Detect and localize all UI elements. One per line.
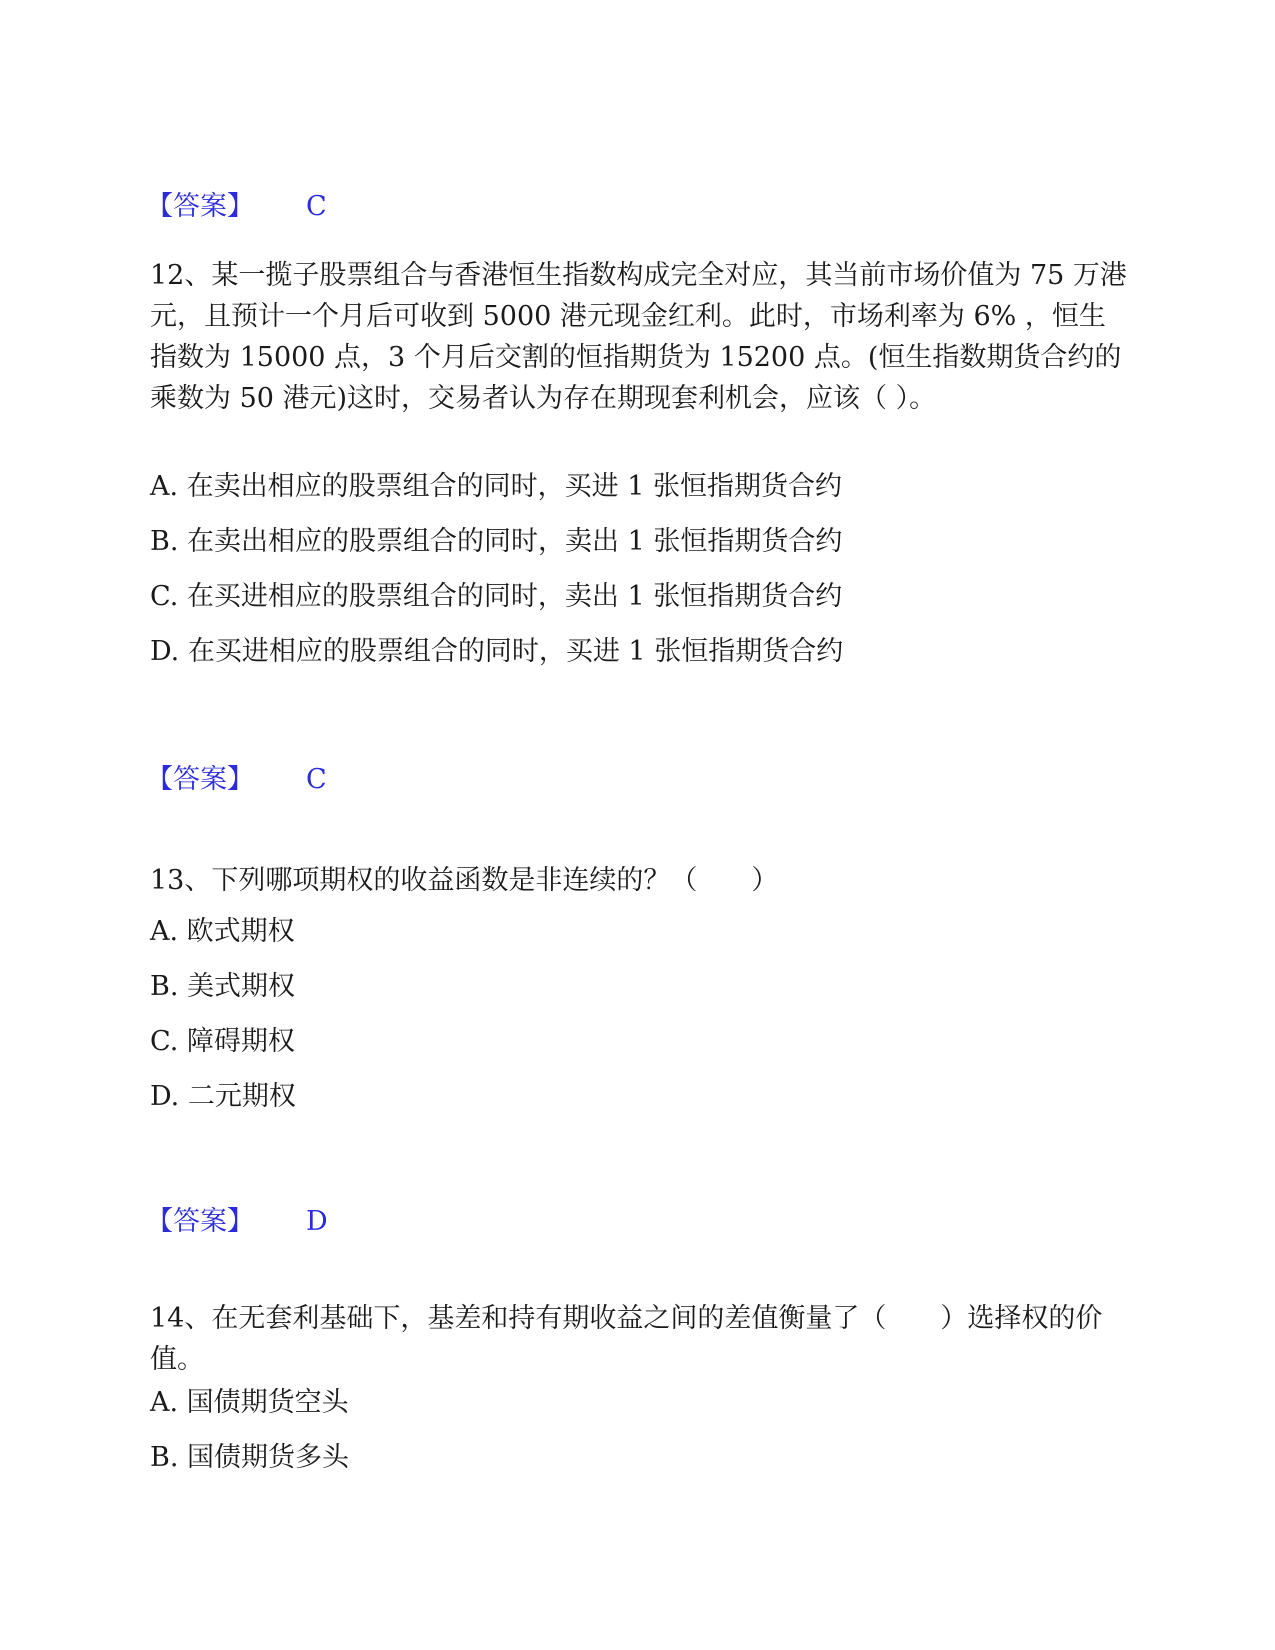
option-d: D. 二元期权: [150, 1081, 296, 1112]
answer-line: [146, 763, 327, 797]
answer-value: C: [306, 764, 327, 795]
question-text: 12、某一揽子股票组合与香港恒生指数构成完全对应，其当前市场价值为 75 万港元，且预计一个月后可收到 5000 港元现金红利。此时，市场利率为 6% ，恒生指数为 15000 点，3 个月后交割的恒指期货为 15200 点。(恒生指数期货合约的乘数为 50 港元)这时，交易者认为存在期现套利机会，应该（ ）。: [150, 260, 1127, 414]
option-a: A. 在卖出相应的股票组合的同时，买进 1 张恒指期货合约: [150, 471, 843, 502]
option-d: D. 在买进相应的股票组合的同时，买进 1 张恒指期货合约: [150, 636, 844, 667]
option-b: B. 国债期货多头: [150, 1442, 350, 1473]
answer-label: 【答案】: [146, 191, 254, 222]
answer-line: [146, 190, 327, 224]
option-a: A. 国债期货空头: [150, 1387, 349, 1418]
option-b: B. 美式期权: [150, 971, 296, 1002]
question-text: 14、在无套利基础下，基差和持有期收益之间的差值衡量了（ ）选择权的价值。: [150, 1303, 1103, 1375]
question-text: 13、下列哪项期权的收益函数是非连续的？（ ）: [150, 865, 779, 896]
option-c: C. 障碍期权: [150, 1026, 295, 1057]
answer-line: [146, 1205, 328, 1239]
option-a: A. 欧式期权: [150, 916, 295, 947]
answer-label: 【答案】: [146, 1206, 254, 1237]
option-c: C. 在买进相应的股票组合的同时，卖出 1 张恒指期货合约: [150, 581, 843, 612]
answer-label: 【答案】: [146, 764, 254, 795]
answer-value: D: [306, 1206, 328, 1237]
answer-value: C: [306, 191, 327, 222]
option-b: B. 在卖出相应的股票组合的同时，卖出 1 张恒指期货合约: [150, 526, 843, 557]
